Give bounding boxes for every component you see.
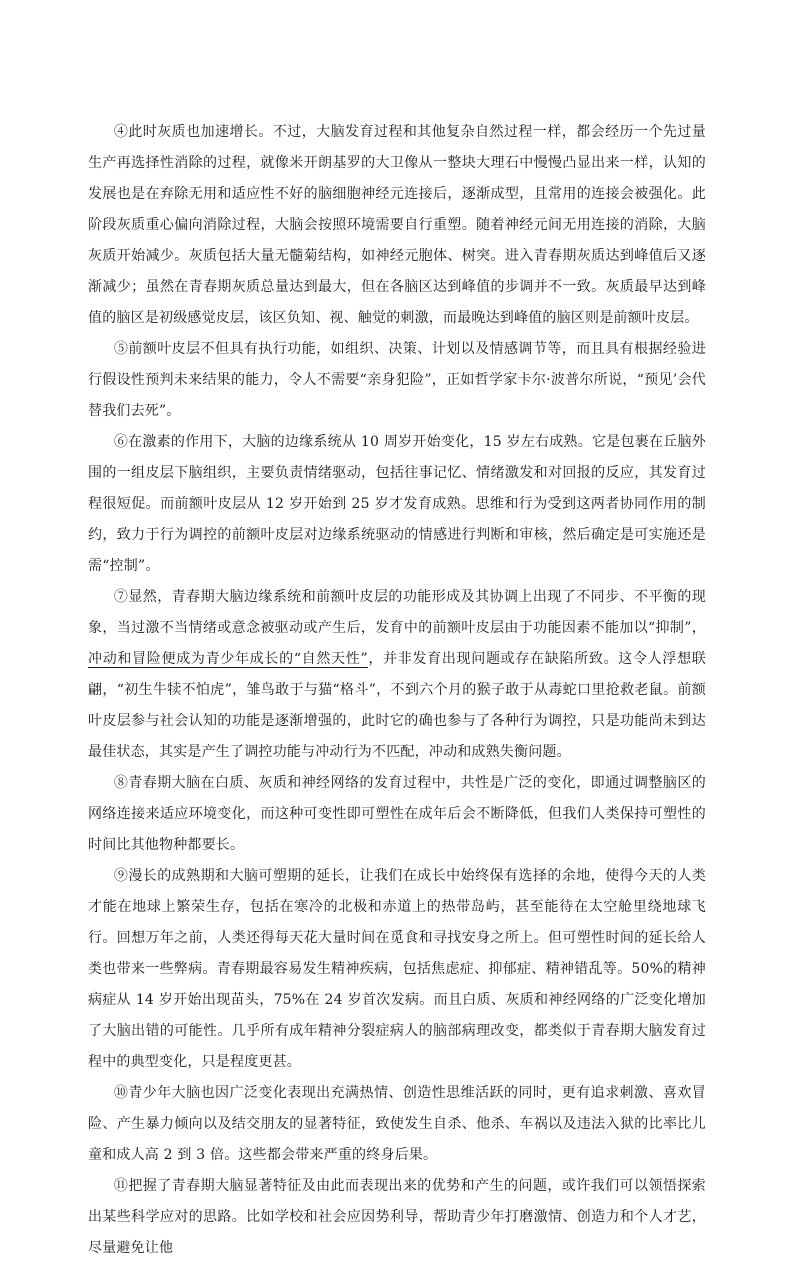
paragraph-7-text-b: ，并非发育出现问题或存在缺陷所致。这令人浮想联翩，“初生牛犊不怕虎”，雏鸟敢于与猫“格斗”，不到六个月的猴子敢于从毒蛇口里抢救老鼠。前额叶皮层参与社会认知的功能是逐渐增强的，此时它的确也参与了各种行为调控，只是功能尚未到达最佳状态，其实是产生了调控功能与冲动行为不匹配，冲动和成熟失衡问题。 [88, 651, 706, 760]
paragraph-11-text: ⑪把握了青春期大脑显著特征及由此而表现出来的优势和产生的问题，或许我们可以领悟探索出某些科学应对的思路。比如学校和社会应因势利导，帮助青少年打磨激情、创造力和个人才艺，尽量避免让他 [88, 1178, 706, 1256]
paragraph-10-text: ⑩青少年大脑也因广泛变化表现出充满热情、创造性思维活跃的同时，更有追求刺激、喜欢冒险、产生暴力倾向以及结交朋友的显著特征，致使发生自杀、他杀、车祸以及违法入狱的比率比儿童和成人高 2 到 3 倍。这些都会带来严重的终身后果。 [88, 1085, 706, 1163]
paragraph-7-text-a: ⑦显然，青春期大脑边缘系统和前额叶皮层的功能形成及其协调上出现了不同步、不平衡的现象，当过激不当情绪或意念被驱动或产生后，发育中的前额叶皮层由于功能因素不能加以“抑制”， [88, 589, 706, 636]
paragraph-4 [88, 117, 706, 334]
paragraph-8-text: ⑧青春期大脑在白质、灰质和神经网络的发育过程中，共性是广泛的变化，即通过调整脑区的网络连接来适应环境变化，而这种可变性即可塑性在成年后会不断降低，但我们人类保持可塑性的时间比其他物种都要长。 [88, 775, 706, 853]
paragraph-10 [88, 1078, 706, 1171]
paragraph-8 [88, 768, 706, 861]
paragraph-9-text: ⑨漫长的成熟期和大脑可塑期的延长，让我们在成长中始终保有选择的余地，使得今天的人类才能在地球上繁荣生存，包括在寒冷的北极和赤道上的热带岛屿，甚至能待在太空舱里绕地球飞行。回想万年之前，人类还得每天花大量时间在觅食和寻找安身之所上。但可塑性时间的延长给人类也带来一些弊病。青春期最容易发生精神疾病，包括焦虑症、抑郁症、精神错乱等。50%的精神病症从 14 岁开始出现苗头，75%在 24 岁首次发病。而且白质、灰质和神经网络的广泛变化增加了大脑出错的可能性。几乎所有成年精神分裂症病人的脑部病理改变，都类似于青春期大脑发育过程中的典型变化，只是程度更甚。 [88, 868, 706, 1070]
paragraph-5 [88, 334, 706, 427]
paragraph-7-underlined-phrase: 冲动和冒险便成为青少年成长的“自然天性” [88, 651, 368, 667]
paragraph-7 [88, 582, 706, 768]
paragraph-9 [88, 861, 706, 1078]
paragraph-6 [88, 427, 706, 582]
paragraph-4-text: ④此时灰质也加速增长。不过，大脑发育过程和其他复杂自然过程一样，都会经历一个先过量生产再选择性消除的过程，就像米开朗基罗的大卫像从一整块大理石中慢慢凸显出来一样，认知的发展也是在弃除无用和适应性不好的脑细胞神经元连接后，逐渐成型，且常用的连接会被强化。此阶段灰质重心偏向消除过程，大脑会按照环境需要自行重塑。随着神经元间无用连接的消除，大脑灰质开始减少。灰质包括大量无髓菊结构，如神经元胞体、树突。进入青春期灰质达到峰值后又逐渐减少；虽然在青春期灰质总量达到最大，但在各脑区达到峰值的步调并不一致。灰质最早达到峰值的脑区是初级感觉皮层，该区负知、视、触觉的刺激，而最晚达到峰值的脑区则是前额叶皮层。 [88, 124, 706, 326]
paragraph-11 [88, 1171, 706, 1264]
paragraph-6-text: ⑥在激素的作用下，大脑的边缘系统从 10 周岁开始变化，15 岁左右成熟。它是包裹在丘脑外围的一组皮层下脑组织，主要负责情绪驱动，包括往事记忆、情绪激发和对回报的反应，其发育过程很短促。而前额叶皮层从 12 岁开始到 25 岁才发育成熟。思维和行为受到这两者协同作用的制约，致力于行为调控的前额叶皮层对边缘系统驱动的情感进行判断和审核，然后确定是可实施还是需“控制”。 [88, 434, 706, 574]
paragraph-5-text: ⑤前额叶皮层不但具有执行功能，如组织、决策、计划以及情感调节等，而且具有根据经验进行假设性预判未来结果的能力，令人不需要“亲身犯险”，正如哲学家卡尔·波普尔所说，“预见’会代替我们去死”。 [88, 341, 706, 419]
